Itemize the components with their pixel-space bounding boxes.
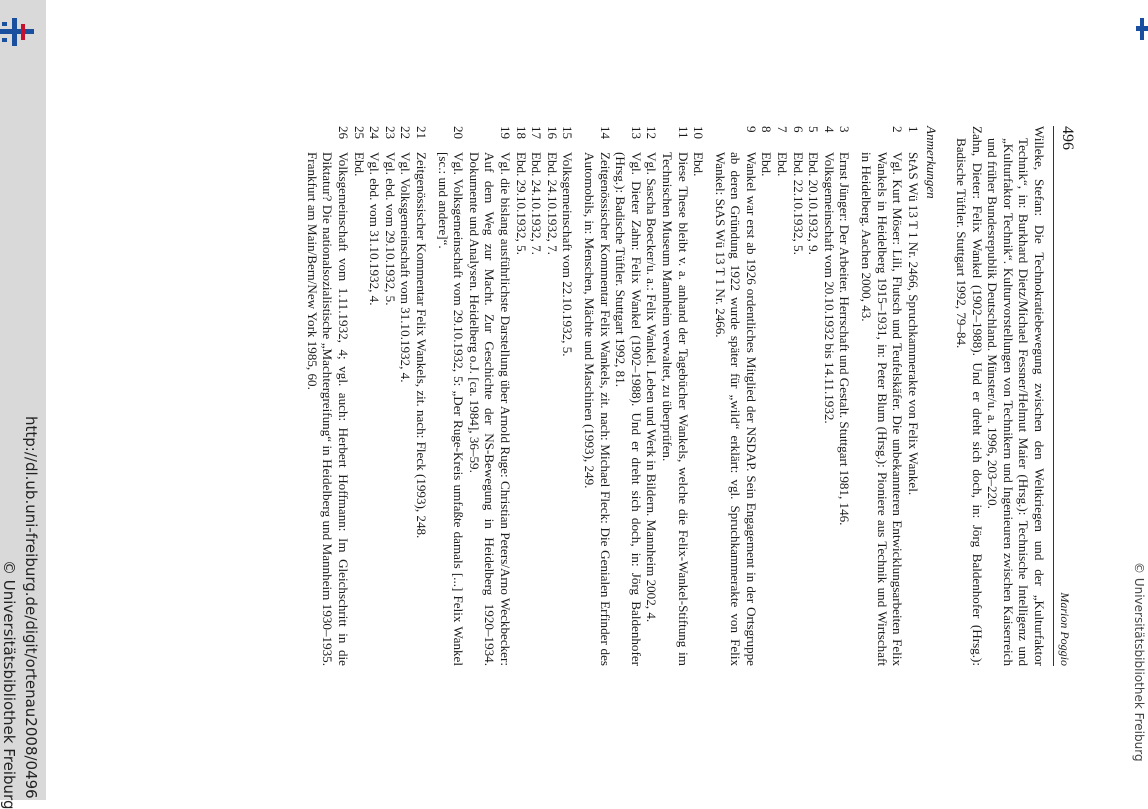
footnote — [529, 126, 545, 666]
footnote-text: Vgl. Dieter Zahn: Felix Wankel (1902–1988). Und er dreht sich doch, in: Jörg Baldenhofer (Hrsg.): Badische Tüftler. Stuttgart 1992, 81. — [613, 152, 644, 666]
footnote-number: 17 — [529, 126, 545, 140]
footnote-text: Wankel war erst ab 1926 ordentliches Mitglied der NSDAP. Sein Engagement in der Ortsgruppe ab deren Gründung 1922 wurde später für „wild“ erklärt: vgl. Spruchkammerakte von Felix Wankel: StAS Wü 13 T 1 Nr. 2466. — [712, 152, 759, 666]
footnote — [367, 126, 383, 666]
footnote — [644, 126, 660, 666]
library-logo-icon — [0, 16, 38, 48]
footnote — [659, 126, 690, 666]
footnote — [837, 126, 853, 666]
footnote — [905, 126, 921, 666]
footnote-number: 1 — [905, 126, 921, 133]
footnote-number: 21 — [414, 126, 430, 140]
footnote-number: 16 — [544, 126, 560, 140]
footnote-text: Vgl. Volksgemeinschaft vom 29.10.1932, 5: „Der Ruge-Kreis umfaßte damals [...] Felix Wankel [sc.: und andere]“. — [435, 152, 467, 666]
footnote — [398, 126, 414, 666]
footnote — [382, 126, 398, 666]
footnote — [806, 126, 822, 666]
footnote-number: 15 — [560, 126, 576, 140]
footnote-text: Ebd. 22.10.1932, 5. — [790, 152, 806, 255]
library-logo-right-icon — [1134, 18, 1148, 40]
bibliography-entry: Zahn, Dieter: Felix Wankel (1902–1988). Und er dreht sich doch, in: Jörg Baldenhofer (Hrsg.): Badische Tüftler. Stuttgart 1992, 79–84. — [954, 126, 985, 666]
footnote — [435, 126, 466, 666]
footnote — [466, 126, 513, 666]
notes-list — [304, 126, 921, 666]
copyright-fragment: © Universitätsbibliothek Freiburg — [1132, 562, 1146, 762]
footnote-text: Ebd. 24.10.1932, 7. — [529, 152, 545, 255]
footnote-number: 25 — [351, 126, 367, 140]
footnote-number: 7 — [775, 126, 791, 133]
footnote — [304, 126, 351, 666]
notes-heading: Anmerkungen — [924, 126, 940, 199]
document-page — [142, 126, 1076, 666]
footnote-number: 22 — [398, 126, 414, 140]
footnote-text: Ebd. — [759, 152, 775, 177]
footnote — [351, 126, 367, 666]
footnote — [691, 126, 707, 666]
footnote-number: 10 — [691, 126, 707, 140]
footnote-number: 4 — [821, 126, 837, 133]
footnote — [560, 126, 576, 666]
footnote-number: 20 — [451, 126, 467, 140]
footnote — [775, 126, 791, 666]
footnote-text: Ebd. 29.10.1932, 5. — [513, 152, 529, 255]
footnote-number: 11 — [675, 126, 691, 139]
footnote-text: Volksgemeinschaft vom 1.11.1932, 4; vgl. auch: Herbert Hoffmann: Im Gleichschritt in die Diktatur? Die nationalsozialistische „Machtergreifung“ in Heidelberg und Mannheim 1930–1935. Frankfurt am Main/Bern/New York 1985, 60. — [304, 152, 352, 666]
footnote — [513, 126, 529, 666]
footnote-number: 9 — [743, 126, 759, 133]
footnote-number: 3 — [837, 126, 853, 133]
footnote — [712, 126, 759, 666]
footnote-number: 14 — [597, 126, 613, 140]
footnote-text: Zeitgenössischer Kommentar Felix Wankels, zit. nach: Michael Fleck: Die Genialen Erfinder des Automobils, in: Menschen, Mächte und Maschinen (1993), 249. — [581, 152, 613, 666]
footnote-number: 19 — [498, 126, 513, 140]
footnote-text: Vgl. ebd. vom 29.10.1932, 5. — [382, 152, 398, 306]
document-url: http://dl.ub.uni-freiburg.de/digit/ortenau2008/0496 — [22, 416, 40, 799]
bibliography-entry: Willeke, Stefan: Die Technokratiebewegung zwischen den Weltkriegen und der „Kulturfaktor Technik“, in: Burkhard Dietz/Michael Fessner/Helmut Maier (Hrsg.): Technische Intelligenz und „Kulturfaktor Technik“. Kulturvorstellungen von Technikern und Ingenieuren zwischen Kaiserreich und früher Bundesrepublik Deutschland. Münster/u. a. 1996, 203–220. — [985, 126, 1047, 666]
footnote — [613, 126, 644, 666]
footnote-number: 12 — [644, 126, 660, 140]
footnote-text: Vgl. ebd. vom 31.10.1932, 4. — [367, 152, 383, 306]
footnote — [544, 126, 560, 666]
footnote-number: 5 — [806, 126, 822, 133]
footnote-text: Volksgemeinschaft vom 22.10.1932, 5. — [560, 152, 576, 357]
footnote-number: 6 — [790, 126, 806, 133]
footnote-text: Ebd. 20.10.1932, 9. — [806, 152, 822, 255]
footnote-text: StAS Wü 13 T 1 Nr. 2466, Spruchkammerakte von Felix Wankel. — [905, 152, 921, 496]
footnote-text: Vgl. Volksgemeinschaft vom 31.10.1932, 4. — [398, 152, 414, 383]
footnote-number: 13 — [628, 126, 644, 140]
footnote-text: Vgl. die bislang ausführlichste Darstellung über Arnold Ruge: Christian Peters/Arno Weckbecker: Auf dem Weg zur Macht. Zur Geschichte der NS-Bewegung in Heidelberg 1920–1934. Dokumente und Analysen. Heidelberg o.J. [ca. 1984], 36–59. — [466, 152, 513, 666]
page-number: 496 — [1059, 126, 1076, 150]
footnote-text: Ebd. — [691, 152, 707, 177]
footnote — [821, 126, 837, 666]
footnote-number: 24 — [367, 126, 383, 140]
footnote-number: 23 — [382, 126, 398, 140]
footnote — [759, 126, 775, 666]
footnote-text: Ebd. 24.10.1932, 7. — [544, 152, 560, 255]
footnote-number: 8 — [759, 126, 775, 133]
running-head-author: Marion Poggio — [1058, 592, 1072, 666]
bibliography — [953, 126, 1047, 666]
footnote-text: Zeitgenössischer Kommentar Felix Wankels, zit. nach: Fleck (1993), 248. — [414, 152, 430, 539]
footnote-text: Ebd. — [351, 152, 367, 177]
footnote — [858, 126, 905, 666]
footnote-number: 18 — [513, 126, 529, 140]
footnote — [581, 126, 612, 666]
footnote-number: 26 — [336, 126, 352, 140]
footnote-text: Vgl. Sascha Boecker/u. a.: Felix Wankel. Leben und Werk in Bildern. Mannheim 2002, 4. — [644, 152, 660, 623]
footnote — [790, 126, 806, 666]
footnote-text: Volksgemeinschaft vom 20.10.1932 bis 14.11.1932. — [821, 152, 837, 424]
footnote-text: Ebd. — [775, 152, 791, 177]
footnote-text: Diese These bleibt v. a. anhand der Tagebücher Wankels, welche die Felix-Wankel-Stiftung im Technischen Museum Mannheim verwaltet, zu überprüfen. — [659, 152, 691, 666]
footnote — [413, 126, 429, 666]
footnote-text: Vgl. Kurt Möser: Lili, Flutsch und Teufelskäfer. Die unbekannteren Entwicklungsarbeiten Felix Wankels in Heidelberg 1915–1931, in: Peter Blum (Hrsg.): Pioniere aus Technik und Wirtschaft in Heidelberg. Aachen 2000, 43. — [859, 152, 906, 666]
footnote-number: 2 — [890, 126, 906, 133]
page-header — [1053, 126, 1076, 666]
copyright-notice: © Universitätsbibliothek Freiburg — [0, 560, 18, 809]
footnote-text: Ernst Jünger: Der Arbeiter. Herrschaft und Gestalt. Stuttgart 1981, 146. — [837, 152, 853, 526]
